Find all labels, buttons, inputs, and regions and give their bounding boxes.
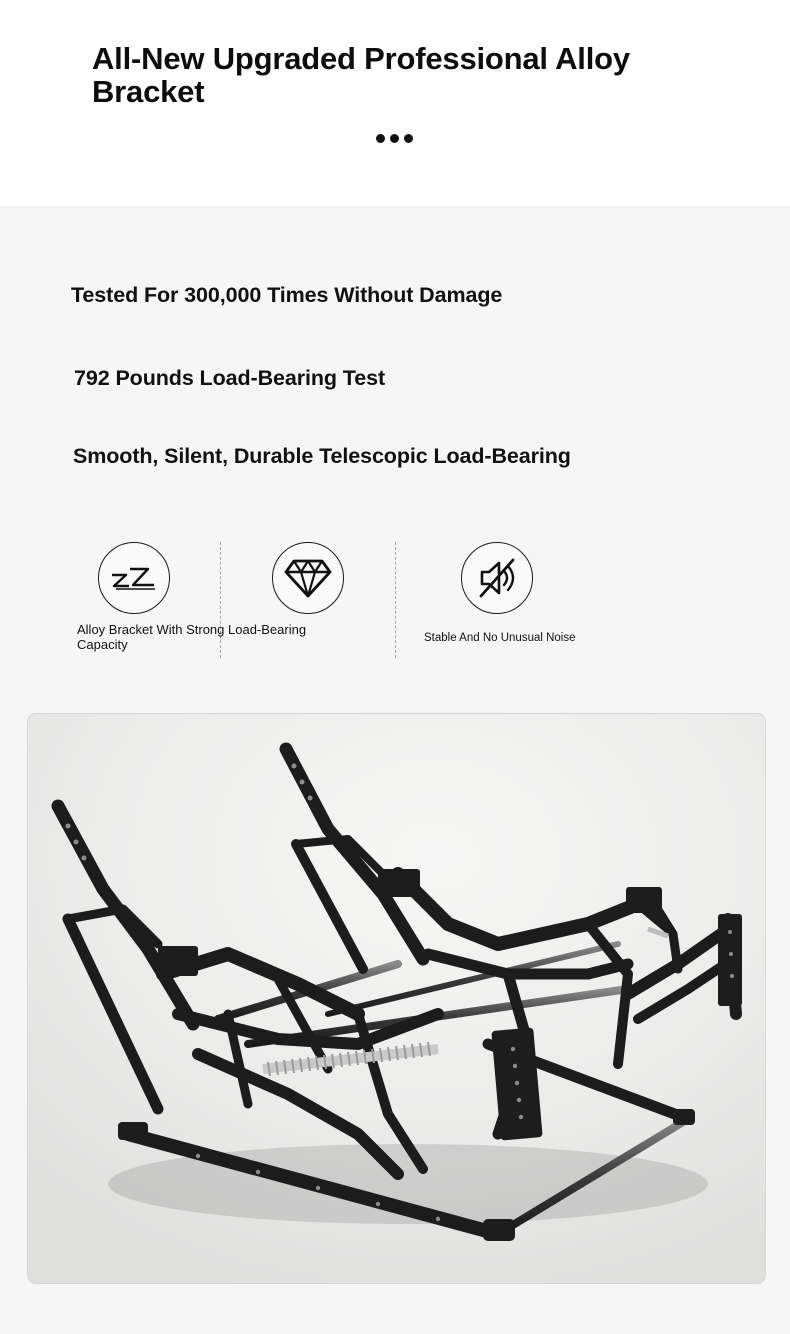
zz-sleep-icon (98, 542, 170, 614)
more-dots-icon (376, 134, 413, 143)
dot (390, 134, 399, 143)
caption-load-bearing: Alloy Bracket With Strong Load-Bearing Capacity (77, 622, 307, 652)
diamond-icon (272, 542, 344, 614)
mute-speaker-icon (461, 542, 533, 614)
dot (404, 134, 413, 143)
dot (376, 134, 385, 143)
caption-no-noise: Stable And No Unusual Noise (424, 632, 576, 644)
feature-durability: Tested For 300,000 Times Without Damage (71, 283, 503, 307)
feature-telescopic: Smooth, Silent, Durable Telescopic Load-Bearing (73, 444, 571, 468)
feature-load-test: 792 Pounds Load-Bearing Test (74, 366, 385, 390)
page-title: All-New Upgraded Professional Alloy Bracket (92, 41, 630, 109)
header-section (0, 0, 790, 206)
recliner-mechanism-photo (27, 713, 766, 1284)
divider (395, 542, 396, 658)
